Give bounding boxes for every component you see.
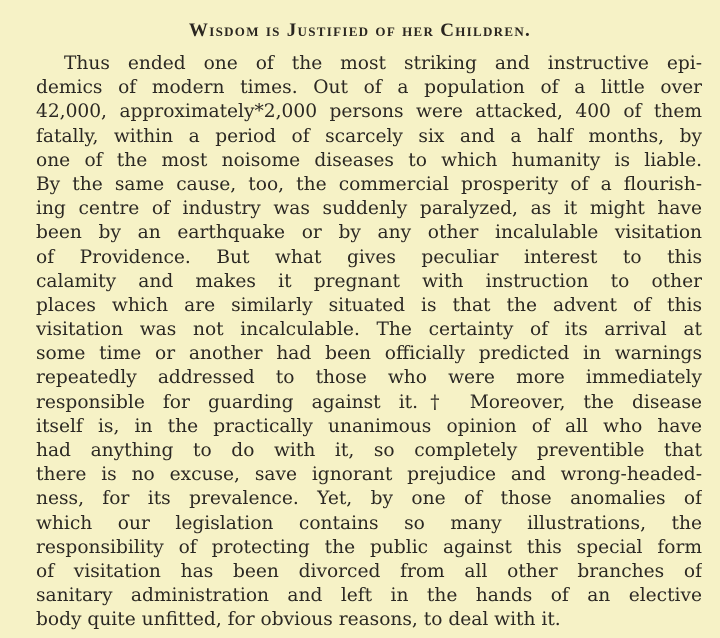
text-line: which our legislation contains so many illustrations, the bbox=[36, 512, 702, 534]
text-line: ing centre of industry was suddenly paralyzed, as it might have bbox=[36, 198, 702, 220]
text-line: one of the most noisome diseases to which humanity is liable. bbox=[36, 149, 702, 171]
text-line: 42,000, approximately*2,000 persons were attacked, 400 of them bbox=[36, 101, 702, 123]
text-line: body quite unfitted, for obvious reasons, to deal with it. bbox=[36, 609, 561, 631]
text-line: responsibility of protecting the public against this special form bbox=[36, 536, 702, 558]
text-line: Thus ended one of the most striking and instructive epi- bbox=[64, 53, 702, 74]
text-line: there is no excuse, save ignorant prejudice and wrong-headed- bbox=[36, 464, 702, 486]
text-line: By the same cause, too, the commercial prosperity of a flourish- bbox=[36, 173, 702, 195]
text-line: demics of modern times. Out of a population of a little over bbox=[36, 77, 702, 99]
text-line: visitation was not incalculable. The certainty of its arrival at bbox=[36, 319, 702, 341]
text-line: of Providence. But what gives peculiar interest to this bbox=[36, 246, 702, 268]
text-line: places which are similarly situated is that the advent of this bbox=[36, 294, 702, 316]
text-line: repeatedly addressed to those who were more immediately bbox=[36, 367, 702, 389]
text-line: some time or another had been officially predicted in warnings bbox=[36, 343, 702, 365]
text-line: fatally, within a period of scarcely six and a half months, by bbox=[36, 125, 702, 147]
text-line: sanitary administration and left in the hands of an elective bbox=[36, 585, 702, 607]
page-heading: Wisdom is Justified of her Children. bbox=[188, 20, 532, 41]
text-line: had anything to do with it, so completely preventible that bbox=[36, 440, 702, 461]
text-line: of visitation has been divorced from all other branches of bbox=[36, 560, 702, 582]
text-line: itself is, in the practically unanimous opinion of all who have bbox=[36, 415, 702, 437]
text-line: been by an earthquake or by any other incalulable visitation bbox=[36, 222, 702, 244]
text-line: responsible for guarding against it.† Moreover, the disease bbox=[36, 391, 702, 413]
text-line: ness, for its prevalence. Yet, by one of those anomalies of bbox=[36, 488, 702, 510]
paragraph bbox=[36, 52, 702, 633]
text-line: calamity and makes it pregnant with instruction to other bbox=[36, 270, 702, 292]
